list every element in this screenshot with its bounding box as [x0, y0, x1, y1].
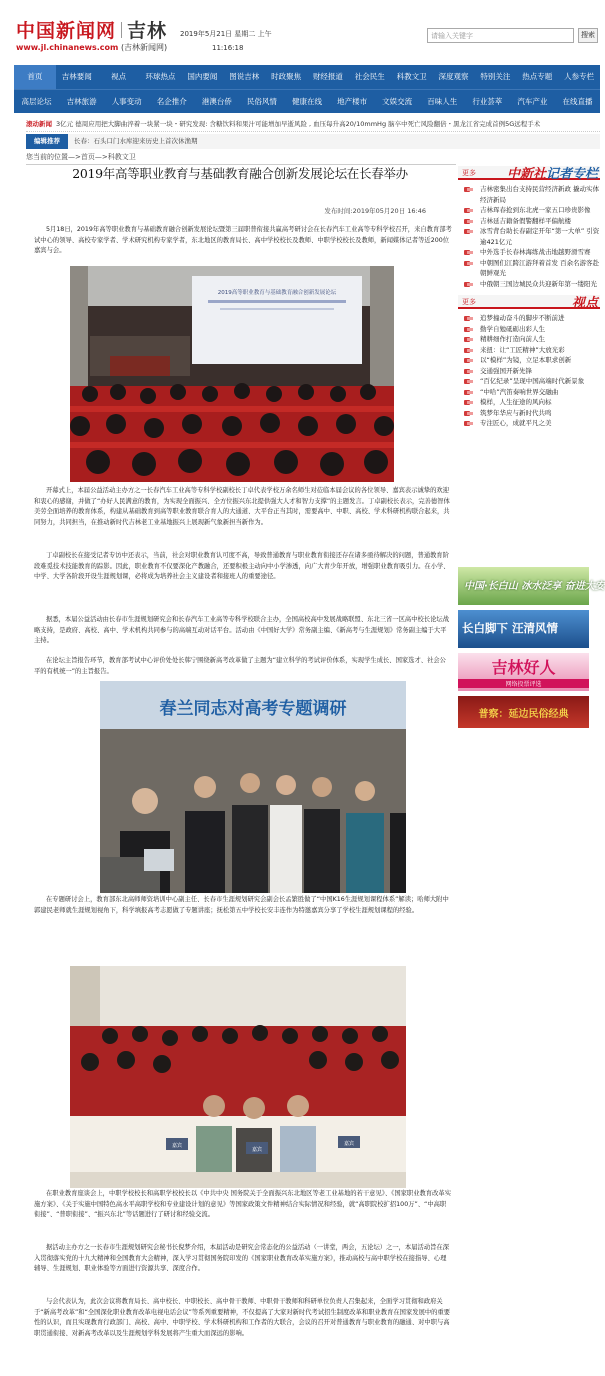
header-date: 2019年5月21日 星期二 上午 [180, 30, 272, 38]
search-input[interactable]: 请输入关键字 [427, 28, 574, 43]
list-item-label[interactable]: 以“模样”为镜，立足本职求创新 [480, 356, 572, 364]
news-icon [464, 187, 470, 192]
news-icon [464, 250, 470, 255]
list-item-label[interactable]: 吉林珲春抢到东北虎一家五口珍贵影像 [480, 206, 591, 214]
article-paragraph: 据活动主办方之一长春市生涯规划研究会秘书长倪梦介绍，本届活动是研究会常态化的公益活动（一讲堂，两会，五论坛）之一，本届活动旨在深入贯彻落实党的十九大精神和全国教育大会精神，深入学习贯彻国务院印发的《国家职业教育改革实施方案》，推动高校与高中职学校在接指导、心理辅导、生涯规划、职业体验等方面进行资源共享、深度合作。 [34, 1244, 449, 1273]
nav-item[interactable]: 港澳台侨 [201, 97, 232, 106]
news-icon [464, 316, 470, 321]
survey-photo [100, 681, 406, 893]
sidebar [458, 166, 605, 720]
list-item-label[interactable]: 中朝图们江跨江游拜着首发 百余名游客赴朝鲜观光 [480, 258, 600, 277]
list-item-label[interactable]: 专注匠心，成就平凡之美 [480, 419, 552, 427]
news-icon [464, 229, 470, 234]
nav-item[interactable]: 首页 [14, 65, 56, 89]
nav-item[interactable]: 高层论坛 [21, 97, 52, 106]
nav-item[interactable]: 名企推介 [156, 97, 187, 106]
list-item[interactable] [458, 418, 600, 429]
nav-item[interactable]: 吉林要闻 [61, 72, 92, 81]
breadcrumb[interactable]: 您当前的位置—>首页—>科教文卫 [26, 150, 456, 165]
list-item-label[interactable]: 交通强国开新先锋 [480, 366, 532, 375]
list-item[interactable] [458, 313, 600, 324]
sidebar-header-viewpoint [458, 295, 600, 309]
news-icon [464, 208, 470, 213]
list-item[interactable] [458, 226, 600, 247]
nav-item[interactable]: 健康在线 [292, 97, 322, 106]
nav-item[interactable]: 汽车产业 [517, 97, 548, 106]
nav-item[interactable]: 图说吉林 [229, 72, 260, 81]
news-icon [464, 400, 470, 405]
nav-item[interactable]: 热点专题 [522, 72, 553, 81]
nav-item[interactable]: 百味人生 [427, 97, 458, 106]
main-nav [14, 65, 600, 113]
news-icon [464, 261, 470, 266]
list-item-label[interactable]: 追梦撞动奋斗的脚步不断前进 [480, 314, 565, 322]
banner-daan[interactable]: 中国·长白山 冰水泛享 奋进大安 [458, 567, 589, 605]
banner-yanbian[interactable]: 普察：延边民俗经典 [458, 696, 589, 728]
nav-item[interactable]: 社会民生 [354, 72, 385, 81]
banner-jilin-haoren[interactable]: 吉林好人 网络投票评选 [458, 653, 589, 691]
list-item-label[interactable]: 中俄朝三国边城民众共迎新年第一缕阳光 [480, 279, 597, 288]
list-item-label[interactable]: 筑梦年华应与新时代共鸣 [480, 408, 552, 417]
editor-recommend[interactable]: 编辑推荐 长春：石头口门水库迎来历史上首次休渔期 [26, 134, 600, 149]
nav-item[interactable]: 人参专栏 [564, 72, 595, 81]
more-link[interactable]: 更多 [462, 298, 476, 306]
nav-item[interactable]: 深度观察 [438, 72, 469, 81]
nav-item[interactable]: 文娱交流 [382, 97, 413, 106]
scroll-news[interactable]: 滚动新闻 3亿元 德周应用把大脚曲淬着一块紧一块・研究发现: 含糖饮料和果汁可能增加早逝风险 , 血压每升高20/10mmHg 脑卒中死亡风险翻倍・黑龙江省完成首例5G远程手术 [26, 116, 600, 132]
nav-item[interactable]: 视点 [111, 72, 127, 81]
nav-item[interactable]: 时政聚焦 [271, 72, 302, 81]
list-item-label[interactable]: 精耕细作打造向前人生 [480, 335, 545, 343]
header-time: 11:16:18 [212, 44, 244, 52]
sidebar-header-reporters [458, 166, 600, 180]
nav-item[interactable]: 环球热点 [145, 72, 176, 81]
list-item[interactable] [458, 397, 600, 408]
reporter-news-list [458, 180, 600, 289]
news-icon [464, 369, 470, 374]
news-icon [464, 421, 470, 426]
article-paragraph: 在论坛主旨报告环节，教育部考试中心评价处处长韩宁围绕新高考改革做了主题为“建立科学的考试评价体系，实现学生成长、国家选才、社会公平的有机统一”的主旨报告。 [34, 657, 446, 675]
article-title: 2019年高等职业教育与基础教育融合创新发展论坛在长春举办 [72, 166, 408, 181]
more-link[interactable]: 更多 [462, 169, 476, 177]
article-paragraph: 据悉，本届公益活动由长春市生涯规划研究会和长春汽车工业高等专科学校联合主办，全国高校高中发展战略联盟、东北三省一区高中校长论坛战略支持，是政府、高校、高中、学术机构共同参与的高端互动对话平台。活动由《中国好大学》常务副主编、《新高考与生涯规划》常务副主编于大平主持。 [34, 616, 449, 645]
list-item-label[interactable]: 冰雪背台助长春副定开年“第一大单” 引资逾421亿元 [480, 227, 600, 246]
list-item[interactable] [458, 408, 600, 419]
site-url: www.jl.chinanews.com (吉林新闻网) [16, 43, 168, 52]
article-paragraph: 丁卓副校长在接受记者专访中还表示，当前，社会对职业教育认可度不高，导致普通教育与职业教育衔接还存在诸多亟待解决的问题，普通教育阶段难觅技术技能教育的踪影。因此，职业教育不仅要深化产教融合，还要积极主动向中小学渗透，向广大青少年开放，增强职业教育吸引力。在小学、中学、大学各阶段开设生涯规划课，必将成为培养社会主义建设者和接班人的重要途径。 [34, 552, 450, 581]
site-header [0, 0, 600, 62]
article-meta: 发布时间:2019年05月20日 16:46 [324, 207, 426, 215]
list-item-label[interactable]: 吉林延吉籍备假警翻样平偏航楼 [480, 216, 571, 225]
search-button[interactable]: 搜索 [578, 28, 598, 43]
list-item-label[interactable]: 吉林密集出台支持民营经济新政 撬动实体经济新局 [480, 185, 600, 204]
nav-item[interactable]: 在线直播 [562, 97, 593, 106]
nav-item[interactable]: 吉林旅游 [66, 97, 97, 106]
list-item-label[interactable]: 中外选手长春林海练战击地越野滑雪赛 [480, 248, 591, 256]
forum-photo [70, 966, 406, 1188]
list-item-label[interactable]: 勤学自勉砥砺出彩人生 [480, 324, 545, 333]
list-item-label[interactable]: “中哈”汽笛奏响世界交融曲 [480, 387, 559, 396]
name-card: 嘉宾 [171, 1143, 183, 1149]
list-item[interactable] [458, 205, 600, 216]
article-paragraph: 在职业教育座谈会上，中职学校校长和高职学校校长以《中共中央 国务院关于全面振兴东北地区等老工业基地的若干意见》、《国家职业教育改革实施方案》、《关于实施中国特色高水平高职学校和专业建设计划的意见》等国家政策文件精神结合实际情况和经验，就“高职院校扩招100万”、“中高职衔接”、“普职衔接”、“振兴东北”等话题进行了研讨和经验交流。 [34, 1190, 451, 1219]
list-item[interactable] [458, 279, 600, 290]
photo-banner-text: 春兰同志对高考专题调研 [159, 699, 347, 719]
news-icon [464, 358, 470, 363]
site-logo[interactable]: 中国新闻网 吉林 [16, 20, 168, 42]
list-item[interactable] [458, 355, 600, 366]
section-title: 视点 [571, 296, 598, 311]
list-item[interactable] [458, 387, 600, 398]
nav-item[interactable]: 地产楼市 [337, 97, 368, 106]
name-card: 嘉宾 [343, 1141, 355, 1147]
news-icon [464, 282, 470, 287]
list-item[interactable] [458, 345, 600, 356]
nav-item[interactable]: 国内要闻 [187, 72, 218, 81]
news-icon [464, 348, 470, 353]
news-icon [464, 219, 470, 224]
list-item[interactable] [458, 366, 600, 377]
viewpoint-news-list [458, 309, 600, 429]
list-item[interactable] [458, 258, 600, 279]
nav-item[interactable]: 科教文卫 [396, 72, 427, 81]
list-item[interactable] [458, 247, 600, 258]
list-item[interactable] [458, 216, 600, 227]
nav-item[interactable]: 民俗风情 [246, 97, 277, 106]
banner-wangqing[interactable]: 长白脚下 汪清风情 [458, 610, 589, 648]
list-item-label[interactable]: 模样，人生征途的风向标 [480, 398, 552, 406]
section-title: 中新社记者专栏 [506, 167, 598, 182]
article-paragraph: 5月18日，2019年高等职业教育与基础教育融合创新发展论坛暨第三届职普衔接共赢高考研讨会在长春汽车工业高等专科学校召开，来自教育部考试中心的领导、高校专家学者、学术研究机构专家学者，东北地区的教育局长、高中学校校长及教师、中职学校校长及教师，新闻媒体记者等近200位嘉宾与会。 [34, 226, 452, 255]
nav-item[interactable]: 人事变动 [111, 97, 142, 106]
list-item[interactable] [458, 376, 600, 387]
nav-item[interactable]: 财经报道 [312, 72, 343, 81]
nav-item[interactable]: 行业荟萃 [472, 97, 503, 106]
news-icon [464, 337, 470, 342]
conference-photo [70, 266, 394, 482]
list-item[interactable] [458, 334, 600, 345]
list-item-label[interactable]: 来扭：让“工匠精神”大放光彩 [480, 345, 565, 354]
article-paragraph: 在专题研讨会上，教育部东北高师师资培训中心副主任、长春市生涯规划研究会副会长孟繁胜做了“中国K16生涯规划课程体系”解读；哈师大附中郭建民老师就生涯规划视角下，科学填报高考志愿做了专题讲座；抚松第五中学校长安丰连作为特邀嘉宾分享了学校生涯规划课程的经验。 [34, 896, 449, 914]
list-item[interactable] [458, 184, 600, 205]
list-item[interactable] [458, 324, 600, 335]
article-paragraph: 与会代表认为，此次会议将教育局长、高中校长、中职校长、高中骨干教师、中职骨干教师和科研单位负责人召集起来，全面学习贯彻和政府关于“新高考改革”和“全国深化职业教育改革电视电话会议”等系列重要精神，不仅提高了大家对新时代考试招生制度改革和职业教育在国家发展中的重要性的认识，而且实现教育行政部门、高校、高中、中职学校、学术科研机构和工作者的大联合，会议的召开对普通教育与职业教育的融通、对中职与高职贯通衔接、对新高考改革以及生涯规划学科发展将产生重大而深远的影响。 [34, 1298, 451, 1337]
article [26, 166, 454, 1371]
news-icon [464, 327, 470, 332]
news-icon [464, 390, 470, 395]
name-card: 嘉宾 [251, 1147, 263, 1153]
news-icon [464, 379, 470, 384]
nav-item[interactable]: 特别关注 [480, 72, 511, 81]
article-paragraph: 开幕式上，本届公益活动主办方之一长春汽车工业高等专科学校副校长丁卓代表学校万余名师生对莅临本届会议的各位领导、嘉宾表示诚挚的欢迎和衷心的感谢，并做了“办好人民满意的教育，为实现全面振兴、全方位振兴东北提供强大人才和智力支撑”的主题发言。丁卓副校长表示，完善德智体美劳全面培养的教育体系，构建从基础教育到高等职业教育联合育人的大通道、大平台正当其时，需要高中、中职、高校、学术科研机构联合起来，共同努力，共同担当，在推动新时代吉林老工业基地振兴上展现新气象新担当新作为。 [34, 487, 450, 526]
list-item-label[interactable]: “百亿纪录”呈现中国高端时代新景象 [480, 377, 585, 385]
screen-text: 2019高等职业教育与基础教育融合创新发展论坛 [217, 290, 337, 296]
news-icon [464, 411, 470, 416]
